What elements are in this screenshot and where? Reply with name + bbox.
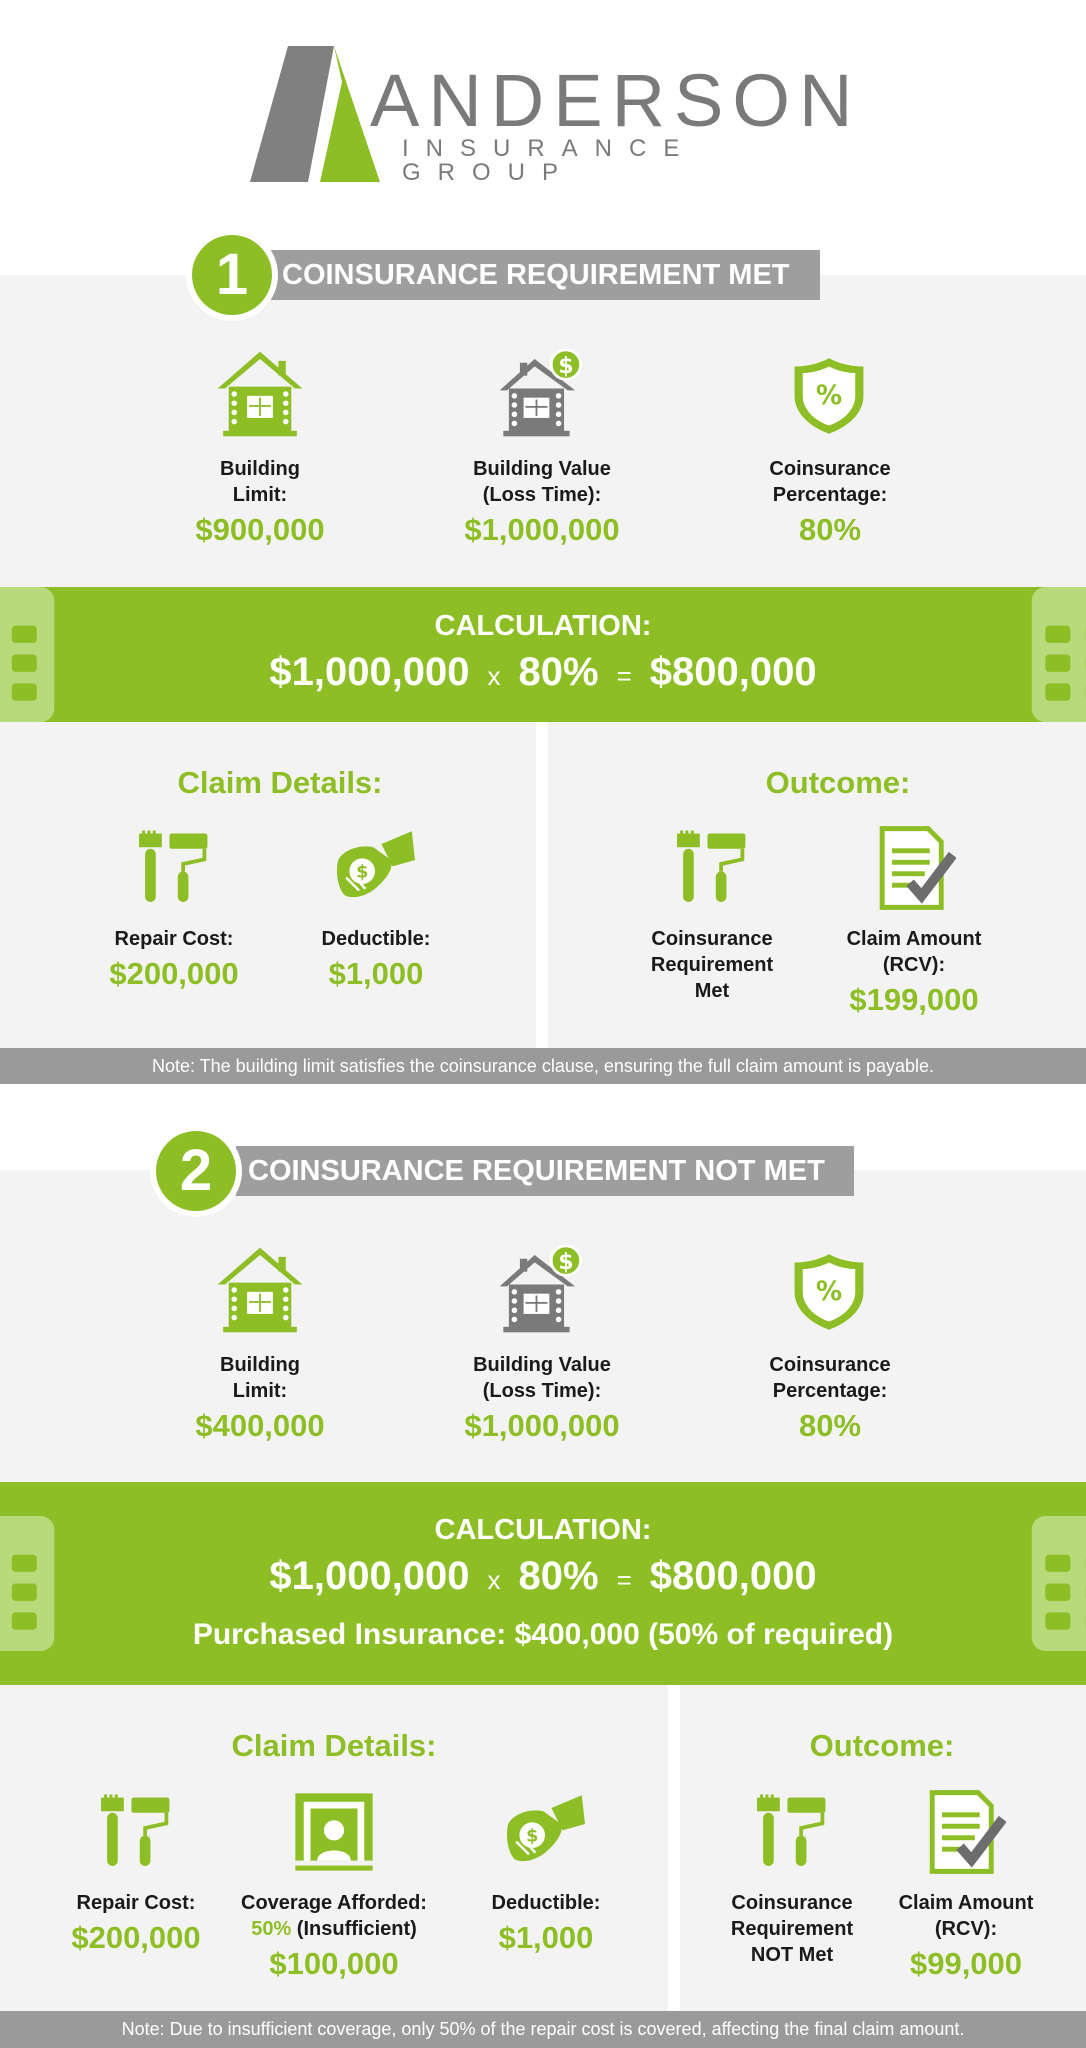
logo-mark-icon [250, 46, 380, 182]
paint-brush-roller-icon [754, 1788, 830, 1874]
repair-cost-value: $200,000 [109, 956, 239, 991]
section1-outcome-header: Outcome: [765, 765, 911, 800]
building-value-value: $1,000,000 [464, 1408, 620, 1443]
paint-brush-roller-icon [98, 1788, 174, 1874]
paint-brush-roller-icon [674, 824, 750, 910]
document-check-icon [874, 824, 956, 912]
logo-subtitle: INSURANCE GROUP [402, 135, 697, 186]
section2-divider [668, 1685, 680, 2011]
repair-cost-label: Repair Cost: [114, 928, 234, 950]
building-value-label: Building Value (Loss Time): [473, 458, 611, 506]
coinsurance-pct-label: Coinsurance Percentage: [769, 1354, 891, 1402]
section1-claim-details-header: Claim Details: [177, 765, 383, 800]
section2-title: COINSURANCE REQUIREMENT NOT MET [236, 1146, 854, 1196]
repair-cost-value: $200,000 [71, 1920, 201, 1955]
building-limit-label: Building Limit: [220, 1354, 300, 1402]
repair-cost-label: Repair Cost: [76, 1892, 196, 1914]
deductible-value: $1,000 [498, 1920, 594, 1955]
coinsurance-pct-value: 80% [798, 512, 862, 547]
section2-purchased-insurance: Purchased Insurance: $400,000 (50% of required) [192, 1618, 894, 1651]
house-icon [214, 1244, 306, 1336]
section2-number: 2 [150, 1125, 242, 1217]
coinsurance-pct-value: 80% [798, 1408, 862, 1443]
percent-shield-icon [788, 1246, 870, 1338]
section2-calc-formula: $1,000,000 x 80% = $800,000 [269, 1554, 817, 1598]
coinsurance-pct-label: Coinsurance Percentage: [769, 458, 891, 506]
document-check-icon [924, 1788, 1006, 1876]
section1-title: COINSURANCE REQUIREMENT MET [270, 250, 820, 300]
claim-amount-value: $199,000 [849, 982, 979, 1017]
coverage-pct: 50% [251, 1918, 292, 1940]
company-logo [250, 44, 862, 186]
requirement-not-met-label: Coinsurance Requirement NOT Met [730, 1892, 854, 1966]
house-dollar-icon [496, 1244, 588, 1336]
hand-money-icon [492, 1792, 598, 1872]
building-value-label: Building Value (Loss Time): [473, 1354, 611, 1402]
section1-calc-title: CALCULATION: [434, 610, 652, 642]
logo-wordmark: ANDERSON [370, 59, 862, 142]
deductible-label: Deductible: [491, 1892, 601, 1914]
house-icon [214, 348, 306, 440]
deductible-value: $1,000 [328, 956, 424, 991]
section2-claim-details-header: Claim Details: [231, 1728, 437, 1763]
house-dollar-icon [496, 348, 588, 440]
building-limit-value: $400,000 [195, 1408, 325, 1443]
building-limit-label: Building Limit: [220, 458, 300, 506]
percent-shield-icon [788, 350, 870, 442]
section2-outcome-header: Outcome: [809, 1728, 955, 1763]
section1-divider [536, 722, 548, 1048]
building-value-value: $1,000,000 [464, 512, 620, 547]
claim-amount-label: Claim Amount (RCV): [898, 1892, 1034, 1940]
claim-amount-label: Claim Amount (RCV): [846, 928, 982, 976]
coverage-afforded-value: $100,000 [269, 1946, 399, 1981]
requirement-met-label: Coinsurance Requirement Met [650, 928, 774, 1002]
section2-calc-title: CALCULATION: [434, 1514, 652, 1546]
section1-note: Note: The building limit satisfies the coinsurance clause, ensuring the full claim amount is payable. [0, 1048, 1086, 1084]
deductible-label: Deductible: [321, 928, 431, 950]
section1-number: 1 [186, 229, 278, 321]
section1-calc-formula: $1,000,000 x 80% = $800,000 [269, 650, 817, 694]
cash-bill-icon [282, 1790, 386, 1874]
claim-amount-value: $99,000 [909, 1946, 1023, 1981]
paint-brush-roller-icon [136, 824, 212, 910]
section2-note: Note: Due to insufficient coverage, only 50% of the repair cost is covered, affecting the final claim amount. [0, 2011, 1086, 2048]
coverage-afforded-label: Coverage Afforded: 50% (Insufficient) [241, 1892, 427, 1940]
hand-money-icon [322, 828, 428, 908]
building-limit-value: $900,000 [195, 512, 325, 547]
